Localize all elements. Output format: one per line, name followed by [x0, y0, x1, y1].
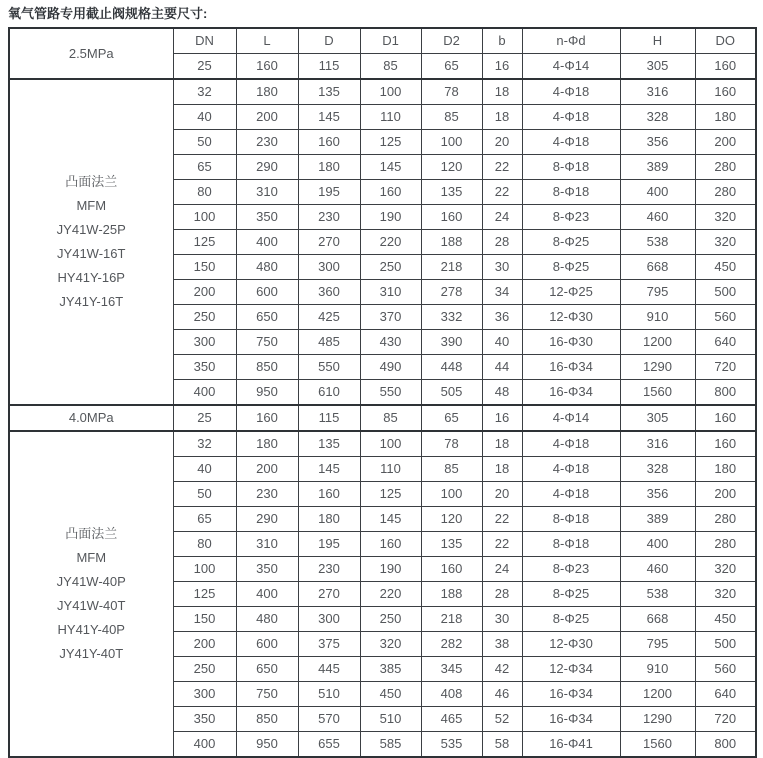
table-cell: 270: [298, 230, 360, 255]
table-cell: 400: [620, 180, 695, 205]
table-cell: 12-Φ30: [522, 305, 620, 330]
column-header: L: [236, 28, 298, 54]
table-cell: 78: [421, 431, 482, 457]
table-cell: 160: [236, 54, 298, 80]
table-cell: 8-Φ18: [522, 155, 620, 180]
table-cell: 385: [360, 657, 421, 682]
table-cell: 160: [695, 405, 756, 431]
table-cell: 100: [421, 482, 482, 507]
table-cell: 16: [482, 54, 522, 80]
table-cell: 100: [173, 205, 236, 230]
table-cell: 550: [360, 380, 421, 406]
table-cell: 160: [360, 532, 421, 557]
table-cell: 4-Φ14: [522, 54, 620, 80]
spec-table-body: [9, 28, 756, 757]
table-cell: 36: [482, 305, 522, 330]
table-cell: 145: [360, 507, 421, 532]
table-cell: 910: [620, 305, 695, 330]
table-cell: 668: [620, 255, 695, 280]
table-cell: 195: [298, 180, 360, 205]
table-cell: 300: [173, 682, 236, 707]
table-cell: 1290: [620, 707, 695, 732]
table-cell: 50: [173, 482, 236, 507]
table-cell: 22: [482, 180, 522, 205]
table-row: [9, 431, 756, 457]
table-cell: 310: [236, 180, 298, 205]
table-cell: 230: [298, 205, 360, 230]
table-cell: 1200: [620, 682, 695, 707]
table-cell: 600: [236, 632, 298, 657]
table-cell: 40: [173, 105, 236, 130]
table-cell: 180: [298, 507, 360, 532]
table-cell: 750: [236, 330, 298, 355]
table-cell: 218: [421, 255, 482, 280]
table-cell: 78: [421, 79, 482, 105]
table-cell: 230: [298, 557, 360, 582]
table-cell: 32: [173, 79, 236, 105]
table-cell: 278: [421, 280, 482, 305]
table-cell: 370: [360, 305, 421, 330]
table-cell: 160: [298, 482, 360, 507]
table-cell: 300: [298, 255, 360, 280]
table-cell: 320: [360, 632, 421, 657]
table-cell: 48: [482, 380, 522, 406]
table-cell: 600: [236, 280, 298, 305]
table-cell: 1200: [620, 330, 695, 355]
table-cell: 38: [482, 632, 522, 657]
table-cell: 32: [173, 431, 236, 457]
table-cell: 500: [695, 632, 756, 657]
table-cell: 145: [298, 105, 360, 130]
table-cell: 400: [173, 380, 236, 406]
column-header: D1: [360, 28, 421, 54]
table-cell: 320: [695, 205, 756, 230]
table-cell: 640: [695, 330, 756, 355]
table-cell: 8-Φ25: [522, 255, 620, 280]
flange-label-line: JY41Y-40T: [59, 646, 124, 661]
table-cell: 20: [482, 130, 522, 155]
spec-table: [8, 27, 757, 758]
table-cell: 18: [482, 105, 522, 130]
flange-label-line: MFM: [76, 198, 107, 213]
table-cell: 145: [360, 155, 421, 180]
flange-label-line: 凸面法兰: [65, 526, 118, 541]
table-cell: 320: [695, 557, 756, 582]
flange-label-line: HY41Y-40P: [57, 622, 125, 637]
table-cell: 180: [236, 79, 298, 105]
table-cell: 135: [421, 532, 482, 557]
table-cell: 25: [173, 54, 236, 80]
table-cell: 360: [298, 280, 360, 305]
table-cell: 8-Φ18: [522, 180, 620, 205]
table-cell: 30: [482, 607, 522, 632]
table-cell: 290: [236, 507, 298, 532]
table-cell: 305: [620, 54, 695, 80]
column-header: D: [298, 28, 360, 54]
table-cell: 115: [298, 405, 360, 431]
table-cell: 52: [482, 707, 522, 732]
table-cell: 450: [695, 255, 756, 280]
column-header: D2: [421, 28, 482, 54]
table-cell: 28: [482, 582, 522, 607]
table-cell: 160: [298, 130, 360, 155]
table-cell: 400: [236, 230, 298, 255]
table-cell: 190: [360, 205, 421, 230]
table-cell: 280: [695, 507, 756, 532]
table-cell: 560: [695, 305, 756, 330]
table-cell: 250: [360, 255, 421, 280]
table-cell: 50: [173, 130, 236, 155]
table-cell: 655: [298, 732, 360, 758]
table-cell: 100: [173, 557, 236, 582]
table-cell: 750: [236, 682, 298, 707]
table-cell: 16: [482, 405, 522, 431]
table-cell: 8-Φ23: [522, 557, 620, 582]
table-cell: 160: [421, 205, 482, 230]
table-cell: 160: [695, 54, 756, 80]
table-cell: 100: [421, 130, 482, 155]
table-cell: 300: [173, 330, 236, 355]
table-row: [9, 79, 756, 105]
table-cell: 4-Φ18: [522, 482, 620, 507]
column-header: DN: [173, 28, 236, 54]
table-cell: 668: [620, 607, 695, 632]
table-cell: 160: [695, 79, 756, 105]
table-cell: 280: [695, 180, 756, 205]
table-cell: 125: [173, 230, 236, 255]
table-cell: 640: [695, 682, 756, 707]
table-cell: 125: [360, 130, 421, 155]
flange-label-line: HY41Y-16P: [57, 270, 125, 285]
header-row: [9, 28, 756, 54]
table-cell: 8-Φ23: [522, 205, 620, 230]
table-cell: 310: [360, 280, 421, 305]
table-cell: 42: [482, 657, 522, 682]
table-cell: 80: [173, 532, 236, 557]
table-cell: 200: [695, 482, 756, 507]
table-cell: 8-Φ25: [522, 582, 620, 607]
table-cell: 25: [173, 405, 236, 431]
column-header: n-Φd: [522, 28, 620, 54]
table-cell: 350: [236, 205, 298, 230]
table-cell: 200: [236, 105, 298, 130]
table-cell: 720: [695, 355, 756, 380]
flange-label-line: MFM: [76, 550, 107, 565]
table-cell: 34: [482, 280, 522, 305]
table-cell: 270: [298, 582, 360, 607]
table-cell: 250: [360, 607, 421, 632]
table-cell: 65: [173, 155, 236, 180]
table-cell: 12-Φ25: [522, 280, 620, 305]
table-cell: 110: [360, 457, 421, 482]
table-cell: 135: [298, 431, 360, 457]
table-cell: 320: [695, 230, 756, 255]
table-cell: 120: [421, 155, 482, 180]
table-cell: 24: [482, 205, 522, 230]
table-cell: 145: [298, 457, 360, 482]
table-cell: 8-Φ25: [522, 230, 620, 255]
table-cell: 350: [236, 557, 298, 582]
table-cell: 510: [360, 707, 421, 732]
table-cell: 720: [695, 707, 756, 732]
table-cell: 350: [173, 707, 236, 732]
table-cell: 120: [421, 507, 482, 532]
table-cell: 538: [620, 582, 695, 607]
table-cell: 290: [236, 155, 298, 180]
column-header: DO: [695, 28, 756, 54]
table-cell: 350: [173, 355, 236, 380]
table-cell: 850: [236, 355, 298, 380]
table-cell: 188: [421, 230, 482, 255]
table-cell: 4-Φ18: [522, 105, 620, 130]
table-cell: 16-Φ34: [522, 707, 620, 732]
flange-label-line: JY41W-40T: [57, 598, 126, 613]
table-cell: 135: [298, 79, 360, 105]
table-cell: 795: [620, 280, 695, 305]
flange-label-cell: [9, 431, 173, 757]
table-cell: 160: [695, 431, 756, 457]
table-cell: 220: [360, 230, 421, 255]
table-cell: 425: [298, 305, 360, 330]
table-cell: 18: [482, 431, 522, 457]
table-cell: 160: [421, 557, 482, 582]
table-cell: 510: [298, 682, 360, 707]
table-cell: 280: [695, 155, 756, 180]
table-cell: 460: [620, 557, 695, 582]
table-cell: 125: [360, 482, 421, 507]
table-cell: 328: [620, 457, 695, 482]
table-cell: 850: [236, 707, 298, 732]
flange-label-line: JY41W-16T: [57, 246, 126, 261]
table-cell: 4-Φ18: [522, 431, 620, 457]
table-cell: 220: [360, 582, 421, 607]
table-cell: 460: [620, 205, 695, 230]
table-cell: 28: [482, 230, 522, 255]
page-title: 氧气管路专用截止阀规格主要尺寸:: [8, 6, 208, 21]
table-cell: 650: [236, 657, 298, 682]
table-cell: 230: [236, 482, 298, 507]
table-cell: 585: [360, 732, 421, 758]
table-cell: 1290: [620, 355, 695, 380]
table-cell: 389: [620, 507, 695, 532]
table-cell: 200: [173, 280, 236, 305]
table-cell: 16-Φ41: [522, 732, 620, 758]
table-cell: 450: [360, 682, 421, 707]
table-cell: 910: [620, 657, 695, 682]
table-cell: 230: [236, 130, 298, 155]
table-cell: 316: [620, 431, 695, 457]
table-cell: 125: [173, 582, 236, 607]
table-cell: 1560: [620, 380, 695, 406]
table-cell: 328: [620, 105, 695, 130]
flange-label-cell: [9, 79, 173, 405]
flange-label-line: 凸面法兰: [65, 174, 118, 189]
table-cell: 800: [695, 380, 756, 406]
pressure-label-cell: 4.0MPa: [9, 405, 173, 431]
table-cell: 22: [482, 155, 522, 180]
table-cell: 445: [298, 657, 360, 682]
table-cell: 22: [482, 507, 522, 532]
table-cell: 135: [421, 180, 482, 205]
table-cell: 375: [298, 632, 360, 657]
table-cell: 610: [298, 380, 360, 406]
table-cell: 250: [173, 657, 236, 682]
table-cell: 390: [421, 330, 482, 355]
table-cell: 408: [421, 682, 482, 707]
table-cell: 30: [482, 255, 522, 280]
table-cell: 85: [360, 405, 421, 431]
table-cell: 480: [236, 255, 298, 280]
table-cell: 18: [482, 457, 522, 482]
flange-label-line: JY41W-40P: [56, 574, 126, 589]
table-cell: 58: [482, 732, 522, 758]
table-cell: 400: [620, 532, 695, 557]
table-cell: 490: [360, 355, 421, 380]
table-cell: 190: [360, 557, 421, 582]
table-cell: 150: [173, 255, 236, 280]
table-cell: 332: [421, 305, 482, 330]
table-cell: 65: [421, 54, 482, 80]
table-cell: 150: [173, 607, 236, 632]
table-cell: 950: [236, 380, 298, 406]
table-cell: 538: [620, 230, 695, 255]
table-cell: 4-Φ18: [522, 457, 620, 482]
table-cell: 535: [421, 732, 482, 758]
table-cell: 85: [360, 54, 421, 80]
table-cell: 316: [620, 79, 695, 105]
table-cell: 16-Φ30: [522, 330, 620, 355]
table-cell: 218: [421, 607, 482, 632]
table-cell: 356: [620, 130, 695, 155]
table-cell: 110: [360, 105, 421, 130]
table-cell: 160: [236, 405, 298, 431]
table-cell: 500: [695, 280, 756, 305]
column-header: b: [482, 28, 522, 54]
table-cell: 400: [173, 732, 236, 758]
table-cell: 16-Φ34: [522, 355, 620, 380]
table-cell: 80: [173, 180, 236, 205]
table-cell: 280: [695, 532, 756, 557]
table-cell: 389: [620, 155, 695, 180]
table-cell: 250: [173, 305, 236, 330]
table-cell: 450: [695, 607, 756, 632]
table-cell: 300: [298, 607, 360, 632]
table-cell: 46: [482, 682, 522, 707]
table-cell: 465: [421, 707, 482, 732]
table-cell: 950: [236, 732, 298, 758]
table-row: [9, 405, 756, 431]
table-cell: 22: [482, 532, 522, 557]
table-cell: 400: [236, 582, 298, 607]
table-cell: 100: [360, 431, 421, 457]
table-cell: 310: [236, 532, 298, 557]
table-cell: 188: [421, 582, 482, 607]
table-cell: 570: [298, 707, 360, 732]
table-cell: 40: [173, 457, 236, 482]
pressure-label-cell: 2.5MPa: [9, 28, 173, 79]
table-cell: 1560: [620, 732, 695, 758]
column-header: H: [620, 28, 695, 54]
table-cell: 180: [695, 457, 756, 482]
table-cell: 4-Φ18: [522, 79, 620, 105]
table-cell: 305: [620, 405, 695, 431]
table-cell: 795: [620, 632, 695, 657]
table-cell: 4-Φ18: [522, 130, 620, 155]
table-cell: 650: [236, 305, 298, 330]
table-cell: 12-Φ30: [522, 632, 620, 657]
table-cell: 195: [298, 532, 360, 557]
table-cell: 345: [421, 657, 482, 682]
table-cell: 100: [360, 79, 421, 105]
table-cell: 200: [236, 457, 298, 482]
table-cell: 115: [298, 54, 360, 80]
table-cell: 505: [421, 380, 482, 406]
table-cell: 550: [298, 355, 360, 380]
table-cell: 180: [236, 431, 298, 457]
table-cell: 44: [482, 355, 522, 380]
table-cell: 4-Φ14: [522, 405, 620, 431]
table-cell: 180: [298, 155, 360, 180]
table-cell: 18: [482, 79, 522, 105]
table-cell: 85: [421, 457, 482, 482]
flange-label-line: JY41Y-16T: [59, 294, 124, 309]
table-cell: 200: [173, 632, 236, 657]
table-cell: 320: [695, 582, 756, 607]
table-cell: 180: [695, 105, 756, 130]
table-cell: 448: [421, 355, 482, 380]
table-cell: 485: [298, 330, 360, 355]
table-cell: 8-Φ25: [522, 607, 620, 632]
table-cell: 8-Φ18: [522, 532, 620, 557]
table-cell: 40: [482, 330, 522, 355]
table-cell: 560: [695, 657, 756, 682]
table-cell: 200: [695, 130, 756, 155]
table-cell: 282: [421, 632, 482, 657]
table-cell: 16-Φ34: [522, 682, 620, 707]
table-cell: 65: [421, 405, 482, 431]
flange-label-line: JY41W-25P: [56, 222, 126, 237]
table-cell: 85: [421, 105, 482, 130]
table-cell: 12-Φ34: [522, 657, 620, 682]
table-cell: 65: [173, 507, 236, 532]
table-cell: 160: [360, 180, 421, 205]
table-cell: 430: [360, 330, 421, 355]
table-cell: 8-Φ18: [522, 507, 620, 532]
table-cell: 356: [620, 482, 695, 507]
table-cell: 24: [482, 557, 522, 582]
table-cell: 800: [695, 732, 756, 758]
table-cell: 16-Φ34: [522, 380, 620, 406]
table-cell: 20: [482, 482, 522, 507]
table-cell: 480: [236, 607, 298, 632]
